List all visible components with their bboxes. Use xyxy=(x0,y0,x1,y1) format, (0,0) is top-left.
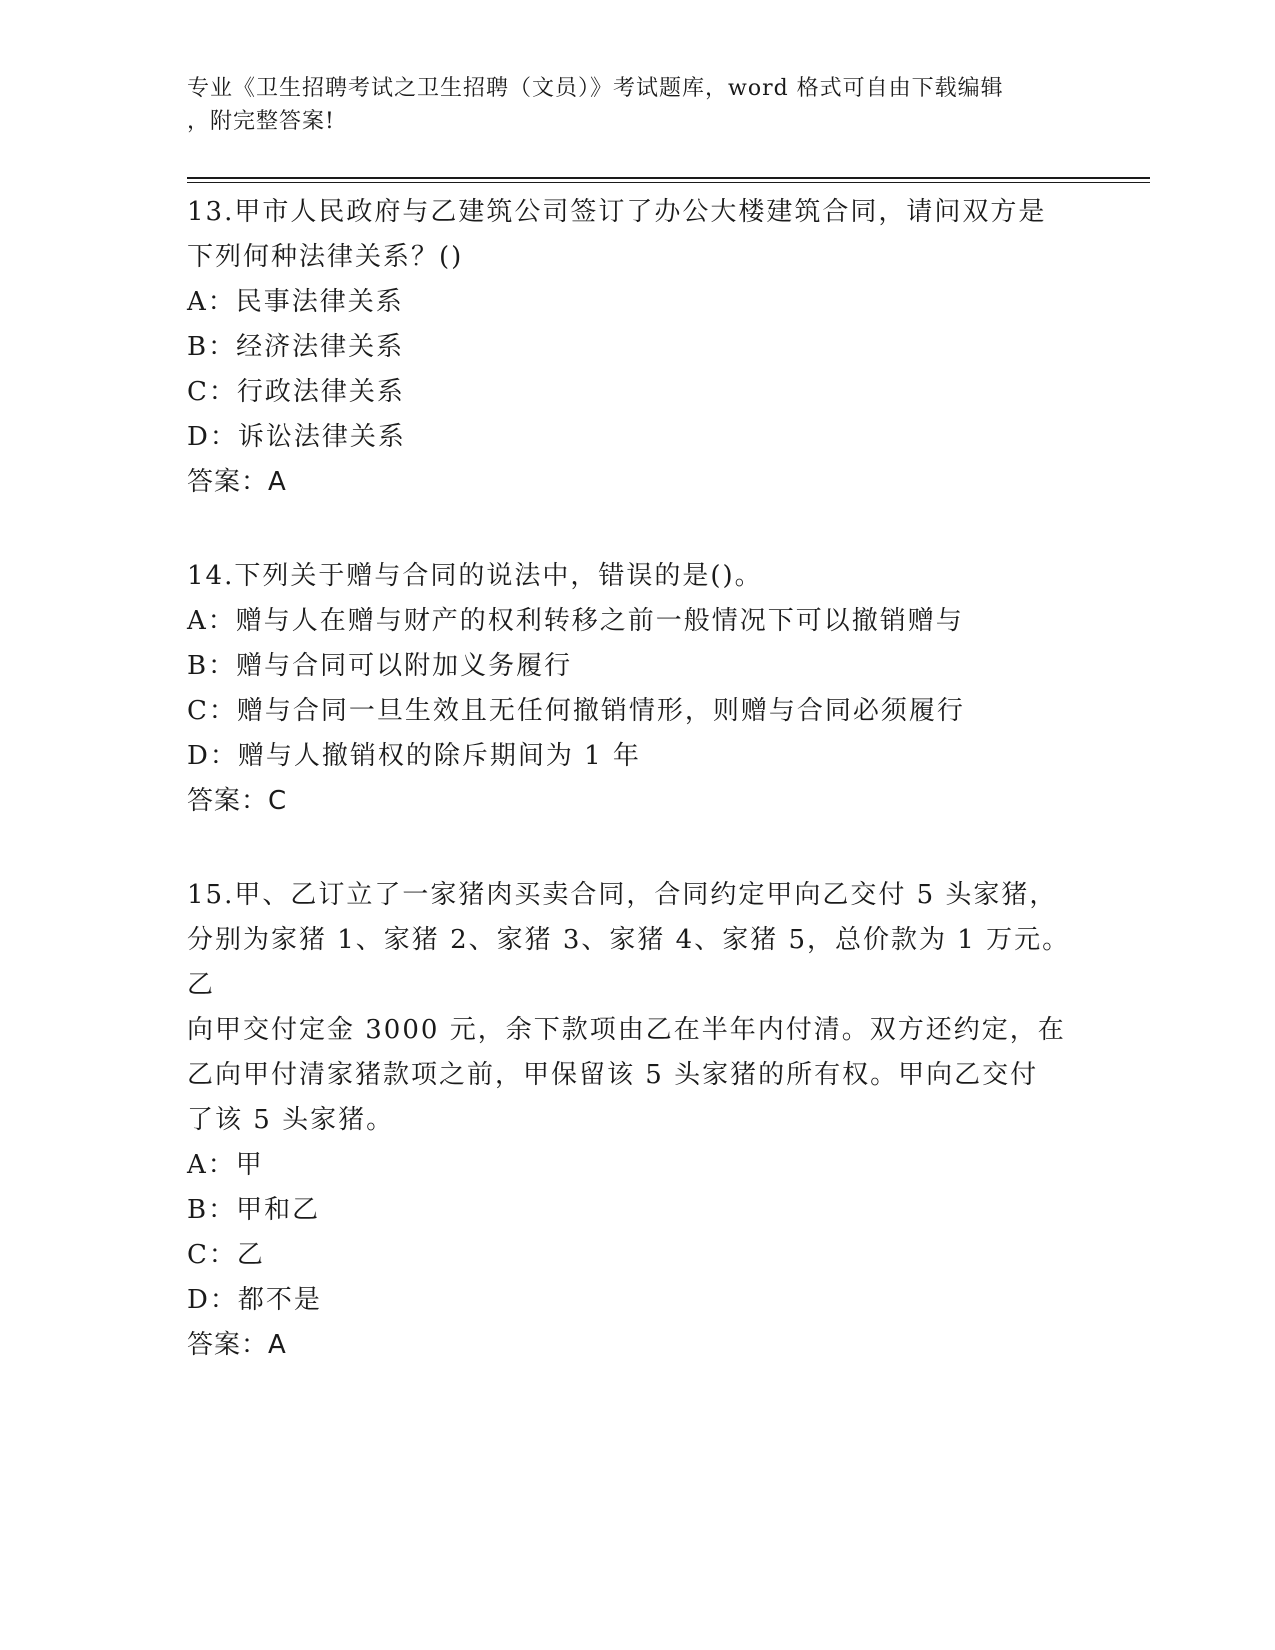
option-c: C：行政法律关系 xyxy=(187,377,405,407)
document-header xyxy=(187,72,1067,138)
question-13 xyxy=(187,190,1087,505)
stem-line: 乙向甲付清家猪款项之前，甲保留该 5 头家猪的所有权。甲向乙交付 xyxy=(187,1060,1039,1090)
option-b: B：经济法律关系 xyxy=(187,332,405,362)
stem-line: 下列何种法律关系？() xyxy=(187,242,464,272)
question-list xyxy=(187,190,1087,1417)
stem-line: 分别为家猪 1、家猪 2、家猪 3、家猪 4、家猪 5，总价款为 1 万元。乙 xyxy=(187,925,1071,1000)
header-rule-thick xyxy=(187,177,1150,179)
answer-line: 答案：A xyxy=(187,1330,287,1360)
header-line-1: 专业《卫生招聘考试之卫生招聘（文员）》考试题库，word 格式可自由下载编辑 xyxy=(187,76,1004,101)
stem-line: 14.下列关于赠与合同的说法中，错误的是()。 xyxy=(187,561,763,591)
stem-line: 了该 5 头家猪。 xyxy=(187,1105,395,1135)
stem-line: 向甲交付定金 3000 元，余下款项由乙在半年内付清。双方还约定，在 xyxy=(187,1015,1066,1045)
question-stem xyxy=(187,554,1087,599)
option-a: A：民事法律关系 xyxy=(187,287,404,317)
stem-line: 15.甲、乙订立了一家猪肉买卖合同，合同约定甲向乙交付 5 头家猪， xyxy=(187,880,1058,910)
option-d: D：都不是 xyxy=(187,1285,322,1315)
option-a: A：甲 xyxy=(187,1150,264,1180)
option-d: D：诉讼法律关系 xyxy=(187,422,406,452)
header-rule-thin xyxy=(187,182,1150,183)
answer-line: 答案：C xyxy=(187,786,288,816)
question-stem xyxy=(187,873,1087,1143)
option-d: D：赠与人撤销权的除斥期间为 1 年 xyxy=(187,741,641,771)
question-stem xyxy=(187,190,1087,280)
option-a: A：赠与人在赠与财产的权利转移之前一般情况下可以撤销赠与 xyxy=(187,606,964,636)
stem-line: 13.甲市人民政府与乙建筑公司签订了办公大楼建筑合同，请问双方是 xyxy=(187,197,1047,227)
option-b: B：甲和乙 xyxy=(187,1195,321,1225)
option-b: B：赠与合同可以附加义务履行 xyxy=(187,651,573,681)
header-line-2: ，附完整答案! xyxy=(187,109,335,134)
question-14 xyxy=(187,554,1087,824)
question-15 xyxy=(187,873,1087,1368)
option-c: C：乙 xyxy=(187,1240,265,1270)
option-c: C：赠与合同一旦生效且无任何撤销情形，则赠与合同必须履行 xyxy=(187,696,965,726)
answer-line: 答案：A xyxy=(187,467,287,497)
